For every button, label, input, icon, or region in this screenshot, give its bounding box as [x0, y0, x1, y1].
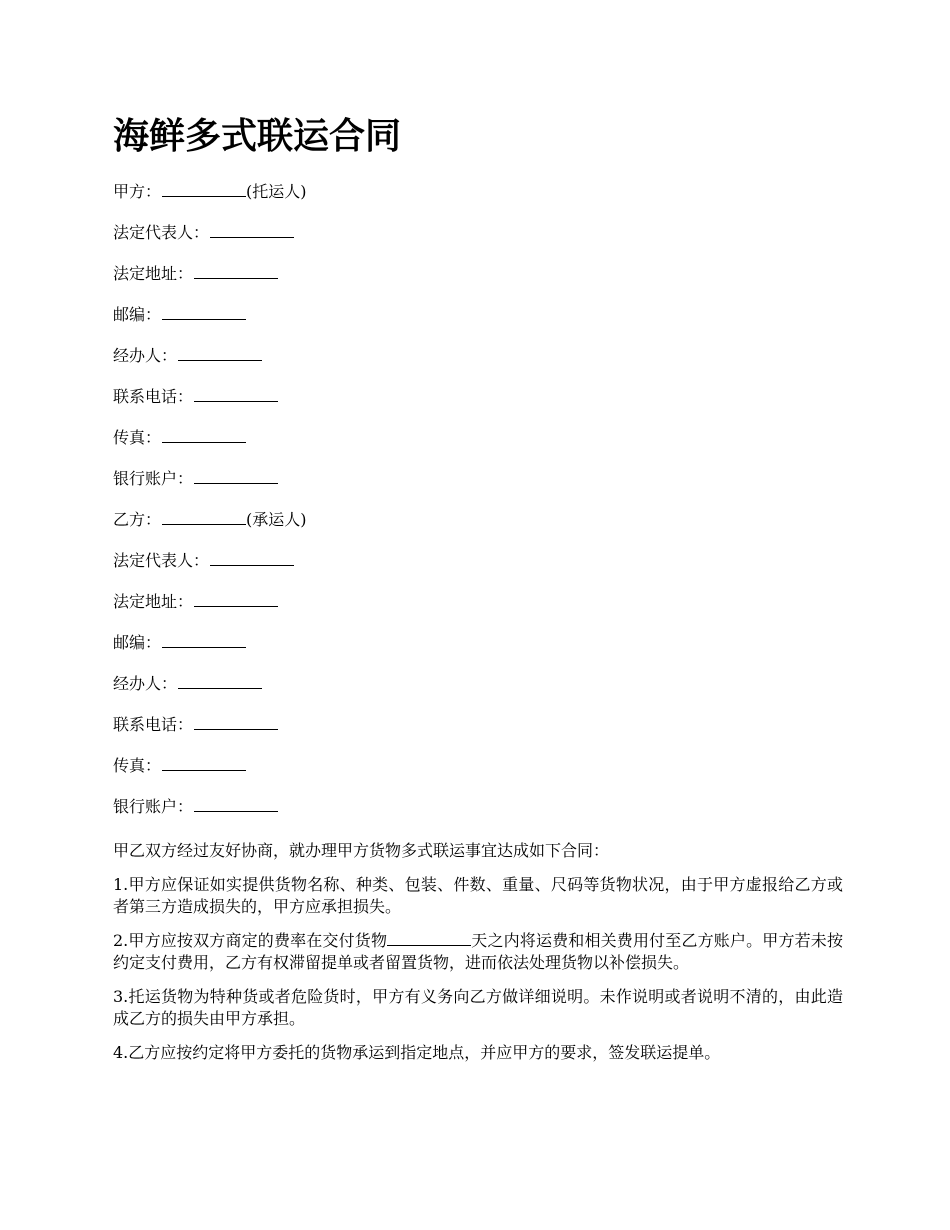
clause-2-days-blank [387, 930, 471, 946]
party-b-phone-line [113, 712, 843, 753]
contract-clauses [113, 840, 843, 1076]
party-b-address-label: 法定地址： [113, 592, 194, 611]
party-a-suffix: (托运人) [246, 182, 307, 201]
party-a-postcode-label: 邮编： [113, 305, 162, 324]
party-b-line [113, 507, 843, 548]
party-b-postcode-blank [162, 630, 246, 648]
party-a-postcode-line [113, 302, 843, 343]
party-b-bank-blank [194, 794, 278, 812]
party-a-postcode-blank [162, 302, 246, 320]
party-a-legal-rep-line [113, 220, 843, 261]
party-a-address-blank [194, 261, 278, 279]
party-b-bank-line [113, 794, 843, 835]
party-a-legal-rep-blank [210, 220, 294, 238]
party-b-phone-blank [194, 712, 278, 730]
party-b-fax-label: 传真： [113, 756, 162, 775]
party-b-legal-rep-line [113, 548, 843, 589]
party-a-phone-label: 联系电话： [113, 387, 194, 406]
party-a-bank-label: 银行账户： [113, 469, 194, 488]
party-a-address-line [113, 261, 843, 302]
page-title: 海鲜多式联运合同 [113, 115, 402, 157]
party-b-blank [162, 507, 246, 525]
party-a-fax-blank [162, 425, 246, 443]
party-b-legal-rep-blank [210, 548, 294, 566]
party-a-line [113, 179, 843, 220]
party-b-label: 乙方： [113, 510, 162, 529]
party-a-agent-label: 经办人： [113, 346, 178, 365]
party-b-postcode-line [113, 630, 843, 671]
party-b-postcode-label: 邮编： [113, 633, 162, 652]
clause-4: 4.乙方应按约定将甲方委托的货物承运到指定地点，并应甲方的要求，签发联运提单。 [113, 1043, 721, 1062]
party-b-phone-label: 联系电话： [113, 715, 194, 734]
clause-3: 3.托运货物为特种货或者危险货时，甲方有义务向乙方做详细说明。未作说明或者说明不清的，由此造成乙方的损失由甲方承担。 [113, 987, 843, 1028]
party-fields [113, 179, 843, 835]
party-b-legal-rep-label: 法定代表人： [113, 551, 210, 570]
party-a-address-label: 法定地址： [113, 264, 194, 283]
party-a-fax-label: 传真： [113, 428, 162, 447]
party-a-phone-blank [194, 384, 278, 402]
intro-paragraph: 甲乙双方经过友好协商，就办理甲方货物多式联运事宜达成如下合同： [113, 841, 610, 860]
clause-2-before: 2.甲方应按双方商定的费率在交付货物 [113, 931, 388, 950]
party-b-address-line [113, 589, 843, 630]
party-a-bank-line [113, 466, 843, 507]
party-b-fax-line [113, 753, 843, 794]
party-a-blank [162, 179, 246, 197]
clause-1: 1.甲方应保证如实提供货物名称、种类、包装、件数、重量、尺码等货物状况，由于甲方虚报给乙方或者第三方造成损失的，甲方应承担损失。 [113, 875, 843, 916]
party-a-label: 甲方： [113, 182, 162, 201]
clause-2-after: 天之内将运费和相关费用付至乙方账户。甲方若未按约定支付费用，乙方有权滞留提单或者留置货物，进而依法处理货物以补偿损失。 [113, 931, 843, 972]
party-b-bank-label: 银行账户： [113, 797, 194, 816]
party-b-fax-blank [162, 753, 246, 771]
party-a-agent-blank [178, 343, 262, 361]
clause-2 [113, 930, 843, 974]
party-b-agent-label: 经办人： [113, 674, 178, 693]
party-b-agent-line [113, 671, 843, 712]
party-a-phone-line [113, 384, 843, 425]
party-a-legal-rep-label: 法定代表人： [113, 223, 210, 242]
party-b-suffix: (承运人) [246, 510, 307, 529]
party-a-bank-blank [194, 466, 278, 484]
party-b-address-blank [194, 589, 278, 607]
party-a-fax-line [113, 425, 843, 466]
party-b-agent-blank [178, 671, 262, 689]
party-a-agent-line [113, 343, 843, 384]
